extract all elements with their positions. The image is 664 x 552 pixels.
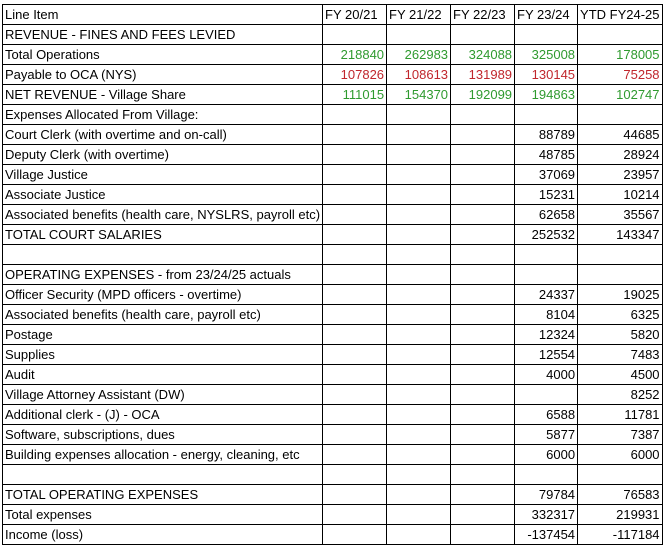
table-row [3,185,663,205]
table-row [3,125,663,145]
table-row [3,325,663,345]
table-row [3,425,663,445]
cell-fy-2021[interactable] [323,525,387,545]
cell-fy-2122[interactable] [387,25,451,45]
header-ytd-fy2425[interactable]: YTD FY24-25 [578,5,662,25]
cell-ytd-fy2425[interactable]: 28924 [578,145,662,165]
row-label-cell[interactable]: Total Operations [3,45,323,65]
cell-ytd-fy2425[interactable]: 102747 [578,85,662,105]
cell-fy-2324[interactable]: 48785 [515,145,578,165]
table-row [3,205,663,225]
cell-fy-2324[interactable]: 252532 [515,225,578,245]
cell-fy-2223[interactable] [451,145,515,165]
cell-fy-2324[interactable] [515,385,578,405]
row-label-cell[interactable]: Expenses Allocated From Village: [3,105,323,125]
cell-fy-2021[interactable] [323,225,387,245]
cell-fy-2223[interactable] [451,405,515,425]
cell-fy-2021[interactable] [323,425,387,445]
cell-fy-2324[interactable]: 325008 [515,45,578,65]
table-row [3,85,663,105]
cell-fy-2324[interactable]: 332317 [515,505,578,525]
table-row [3,345,663,365]
cell-fy-2122[interactable]: 108613 [387,65,451,85]
cell-fy-2021[interactable] [323,145,387,165]
cell-ytd-fy2425[interactable]: 219931 [578,505,662,525]
table-row [3,525,663,545]
cell-fy-2223[interactable] [451,325,515,345]
cell-fy-2223[interactable] [451,25,515,45]
cell-fy-2021[interactable] [323,445,387,465]
row-label-cell[interactable]: TOTAL OPERATING EXPENSES [3,485,323,505]
cell-ytd-fy2425[interactable]: -117184 [578,525,662,545]
row-label-cell[interactable]: Associated benefits (health care, NYSLRS, payroll etc) [3,205,323,225]
cell-fy-2021[interactable] [323,305,387,325]
table-row [3,45,663,65]
cell-ytd-fy2425[interactable]: 143347 [578,225,662,245]
header-row [3,5,663,25]
cell-fy-2021[interactable] [323,165,387,185]
cell-fy-2223[interactable] [451,525,515,545]
header-fy-2122[interactable]: FY 21/22 [387,5,451,25]
row-label-cell[interactable]: Additional clerk - (J) - OCA [3,405,323,425]
cell-fy-2021[interactable] [323,405,387,425]
table-row [3,445,663,465]
cell-fy-2122[interactable] [387,105,451,125]
cell-ytd-fy2425[interactable]: 5820 [578,325,662,345]
row-label-cell[interactable]: Supplies [3,345,323,365]
cell-ytd-fy2425[interactable] [578,465,662,485]
cell-ytd-fy2425[interactable]: 19025 [578,285,662,305]
cell-fy-2223[interactable] [451,225,515,245]
row-label-cell[interactable]: Postage [3,325,323,345]
table-body [3,25,663,545]
cell-fy-2021[interactable] [323,505,387,525]
row-label-cell[interactable]: OPERATING EXPENSES - from 23/24/25 actuals [3,265,323,285]
cell-fy-2122[interactable] [387,125,451,145]
cell-fy-2223[interactable]: 131989 [451,65,515,85]
table-row [3,65,663,85]
cell-fy-2223[interactable] [451,205,515,225]
row-label-cell[interactable]: NET REVENUE - Village Share [3,85,323,105]
cell-fy-2324[interactable]: 6588 [515,405,578,425]
cell-fy-2223[interactable] [451,245,515,265]
cell-fy-2021[interactable] [323,265,387,285]
cell-fy-2223[interactable] [451,425,515,445]
cell-fy-2324[interactable] [515,25,578,45]
cell-fy-2324[interactable]: 79784 [515,485,578,505]
row-label-cell[interactable]: Audit [3,365,323,385]
cell-fy-2324[interactable] [515,465,578,485]
cell-ytd-fy2425[interactable]: 6325 [578,305,662,325]
cell-fy-2324[interactable] [515,265,578,285]
row-label-cell[interactable]: REVENUE - FINES AND FEES LEVIED [3,25,323,45]
cell-fy-2122[interactable] [387,465,451,485]
cell-ytd-fy2425[interactable]: 35567 [578,205,662,225]
cell-ytd-fy2425[interactable] [578,265,662,285]
cell-fy-2324[interactable] [515,245,578,265]
cell-fy-2324[interactable]: 88789 [515,125,578,145]
table-row [3,245,663,265]
cell-fy-2223[interactable] [451,265,515,285]
table-row [3,145,663,165]
cell-fy-2324[interactable]: 62658 [515,205,578,225]
table-row [3,265,663,285]
cell-fy-2324[interactable]: 194863 [515,85,578,105]
cell-fy-2021[interactable] [323,245,387,265]
cell-ytd-fy2425[interactable]: 4500 [578,365,662,385]
row-label-cell[interactable]: Court Clerk (with overtime and on-call) [3,125,323,145]
cell-fy-2122[interactable] [387,485,451,505]
table-row [3,465,663,485]
row-label-cell[interactable]: Income (loss) [3,525,323,545]
cell-fy-2223[interactable] [451,465,515,485]
row-label-cell[interactable]: TOTAL COURT SALARIES [3,225,323,245]
cell-ytd-fy2425[interactable]: 76583 [578,485,662,505]
row-label-cell[interactable]: Building expenses allocation - energy, cleaning, etc [3,445,323,465]
cell-fy-2223[interactable] [451,385,515,405]
row-label-cell[interactable]: Total expenses [3,505,323,525]
table-row [3,505,663,525]
row-label-cell[interactable]: Village Attorney Assistant (DW) [3,385,323,405]
cell-fy-2324[interactable] [515,105,578,125]
cell-fy-2122[interactable] [387,385,451,405]
row-label-cell[interactable]: Software, subscriptions, dues [3,425,323,445]
cell-fy-2021[interactable] [323,125,387,145]
cell-fy-2021[interactable] [323,465,387,485]
cell-fy-2223[interactable]: 324088 [451,45,515,65]
cell-fy-2223[interactable] [451,305,515,325]
cell-fy-2223[interactable] [451,185,515,205]
table-row [3,485,663,505]
cell-fy-2223[interactable]: 192099 [451,85,515,105]
cell-fy-2223[interactable] [451,105,515,125]
cell-fy-2324[interactable]: 6000 [515,445,578,465]
header-line-item[interactable]: Line Item [3,5,323,25]
table-row [3,385,663,405]
cell-fy-2324[interactable]: 130145 [515,65,578,85]
row-label-cell[interactable] [3,245,323,265]
table-row [3,285,663,305]
table-row [3,225,663,245]
cell-ytd-fy2425[interactable] [578,25,662,45]
cell-fy-2122[interactable] [387,225,451,245]
cell-fy-2122[interactable] [387,365,451,385]
cell-fy-2122[interactable] [387,405,451,425]
cell-fy-2122[interactable] [387,345,451,365]
table-row [3,365,663,385]
table-row [3,25,663,45]
cell-fy-2021[interactable] [323,105,387,125]
cell-ytd-fy2425[interactable]: 178005 [578,45,662,65]
cell-fy-2021[interactable] [323,285,387,305]
cell-fy-2021[interactable]: 107826 [323,65,387,85]
cell-fy-2223[interactable] [451,125,515,145]
row-label-cell[interactable]: Associate Justice [3,185,323,205]
cell-fy-2021[interactable] [323,325,387,345]
cell-ytd-fy2425[interactable]: 7387 [578,425,662,445]
header-fy-2324[interactable]: FY 23/24 [515,5,578,25]
cell-ytd-fy2425[interactable]: 6000 [578,445,662,465]
header-fy-2021[interactable]: FY 20/21 [323,5,387,25]
cell-fy-2122[interactable] [387,185,451,205]
cell-fy-2021[interactable] [323,365,387,385]
cell-fy-2021[interactable] [323,485,387,505]
header-fy-2223[interactable]: FY 22/23 [451,5,515,25]
cell-ytd-fy2425[interactable]: 7483 [578,345,662,365]
cell-fy-2122[interactable] [387,265,451,285]
cell-ytd-fy2425[interactable]: 10214 [578,185,662,205]
cell-fy-2122[interactable] [387,165,451,185]
cell-fy-2122[interactable] [387,305,451,325]
cell-ytd-fy2425[interactable]: 8252 [578,385,662,405]
cell-fy-2223[interactable] [451,505,515,525]
cell-fy-2021[interactable] [323,25,387,45]
cell-fy-2324[interactable]: 12324 [515,325,578,345]
cell-fy-2223[interactable] [451,285,515,305]
cell-fy-2223[interactable] [451,485,515,505]
cell-fy-2324[interactable]: 4000 [515,365,578,385]
cell-ytd-fy2425[interactable]: 44685 [578,125,662,145]
cell-fy-2122[interactable]: 262983 [387,45,451,65]
budget-table [2,4,663,545]
cell-fy-2324[interactable]: 24337 [515,285,578,305]
cell-fy-2122[interactable] [387,145,451,165]
cell-fy-2324[interactable]: 15231 [515,185,578,205]
cell-ytd-fy2425[interactable]: 75258 [578,65,662,85]
cell-fy-2122[interactable]: 154370 [387,85,451,105]
cell-ytd-fy2425[interactable] [578,245,662,265]
cell-fy-2324[interactable]: 12554 [515,345,578,365]
row-label-cell[interactable]: Village Justice [3,165,323,185]
cell-fy-2021[interactable] [323,205,387,225]
cell-fy-2324[interactable]: 8104 [515,305,578,325]
cell-fy-2324[interactable]: 5877 [515,425,578,445]
cell-fy-2122[interactable] [387,325,451,345]
cell-fy-2122[interactable] [387,525,451,545]
cell-fy-2122[interactable] [387,205,451,225]
table-row [3,105,663,125]
table-row [3,305,663,325]
cell-ytd-fy2425[interactable]: 23957 [578,165,662,185]
cell-fy-2021[interactable] [323,385,387,405]
cell-fy-2021[interactable]: 218840 [323,45,387,65]
cell-fy-2122[interactable] [387,245,451,265]
cell-ytd-fy2425[interactable]: 11781 [578,405,662,425]
table-row [3,405,663,425]
cell-fy-2021[interactable] [323,185,387,205]
row-label-cell[interactable] [3,465,323,485]
cell-fy-2122[interactable] [387,425,451,445]
row-label-cell[interactable]: Payable to OCA (NYS) [3,65,323,85]
row-label-cell[interactable]: Officer Security (MPD officers - overtime) [3,285,323,305]
cell-fy-2122[interactable] [387,505,451,525]
row-label-cell[interactable]: Associated benefits (health care, payroll etc) [3,305,323,325]
cell-fy-2122[interactable] [387,285,451,305]
cell-fy-2122[interactable] [387,445,451,465]
cell-fy-2324[interactable]: 37069 [515,165,578,185]
cell-fy-2223[interactable] [451,365,515,385]
table-row [3,165,663,185]
cell-ytd-fy2425[interactable] [578,105,662,125]
cell-fy-2324[interactable]: -137454 [515,525,578,545]
cell-fy-2223[interactable] [451,165,515,185]
cell-fy-2021[interactable]: 111015 [323,85,387,105]
cell-fy-2223[interactable] [451,445,515,465]
cell-fy-2223[interactable] [451,345,515,365]
cell-fy-2021[interactable] [323,345,387,365]
row-label-cell[interactable]: Deputy Clerk (with overtime) [3,145,323,165]
